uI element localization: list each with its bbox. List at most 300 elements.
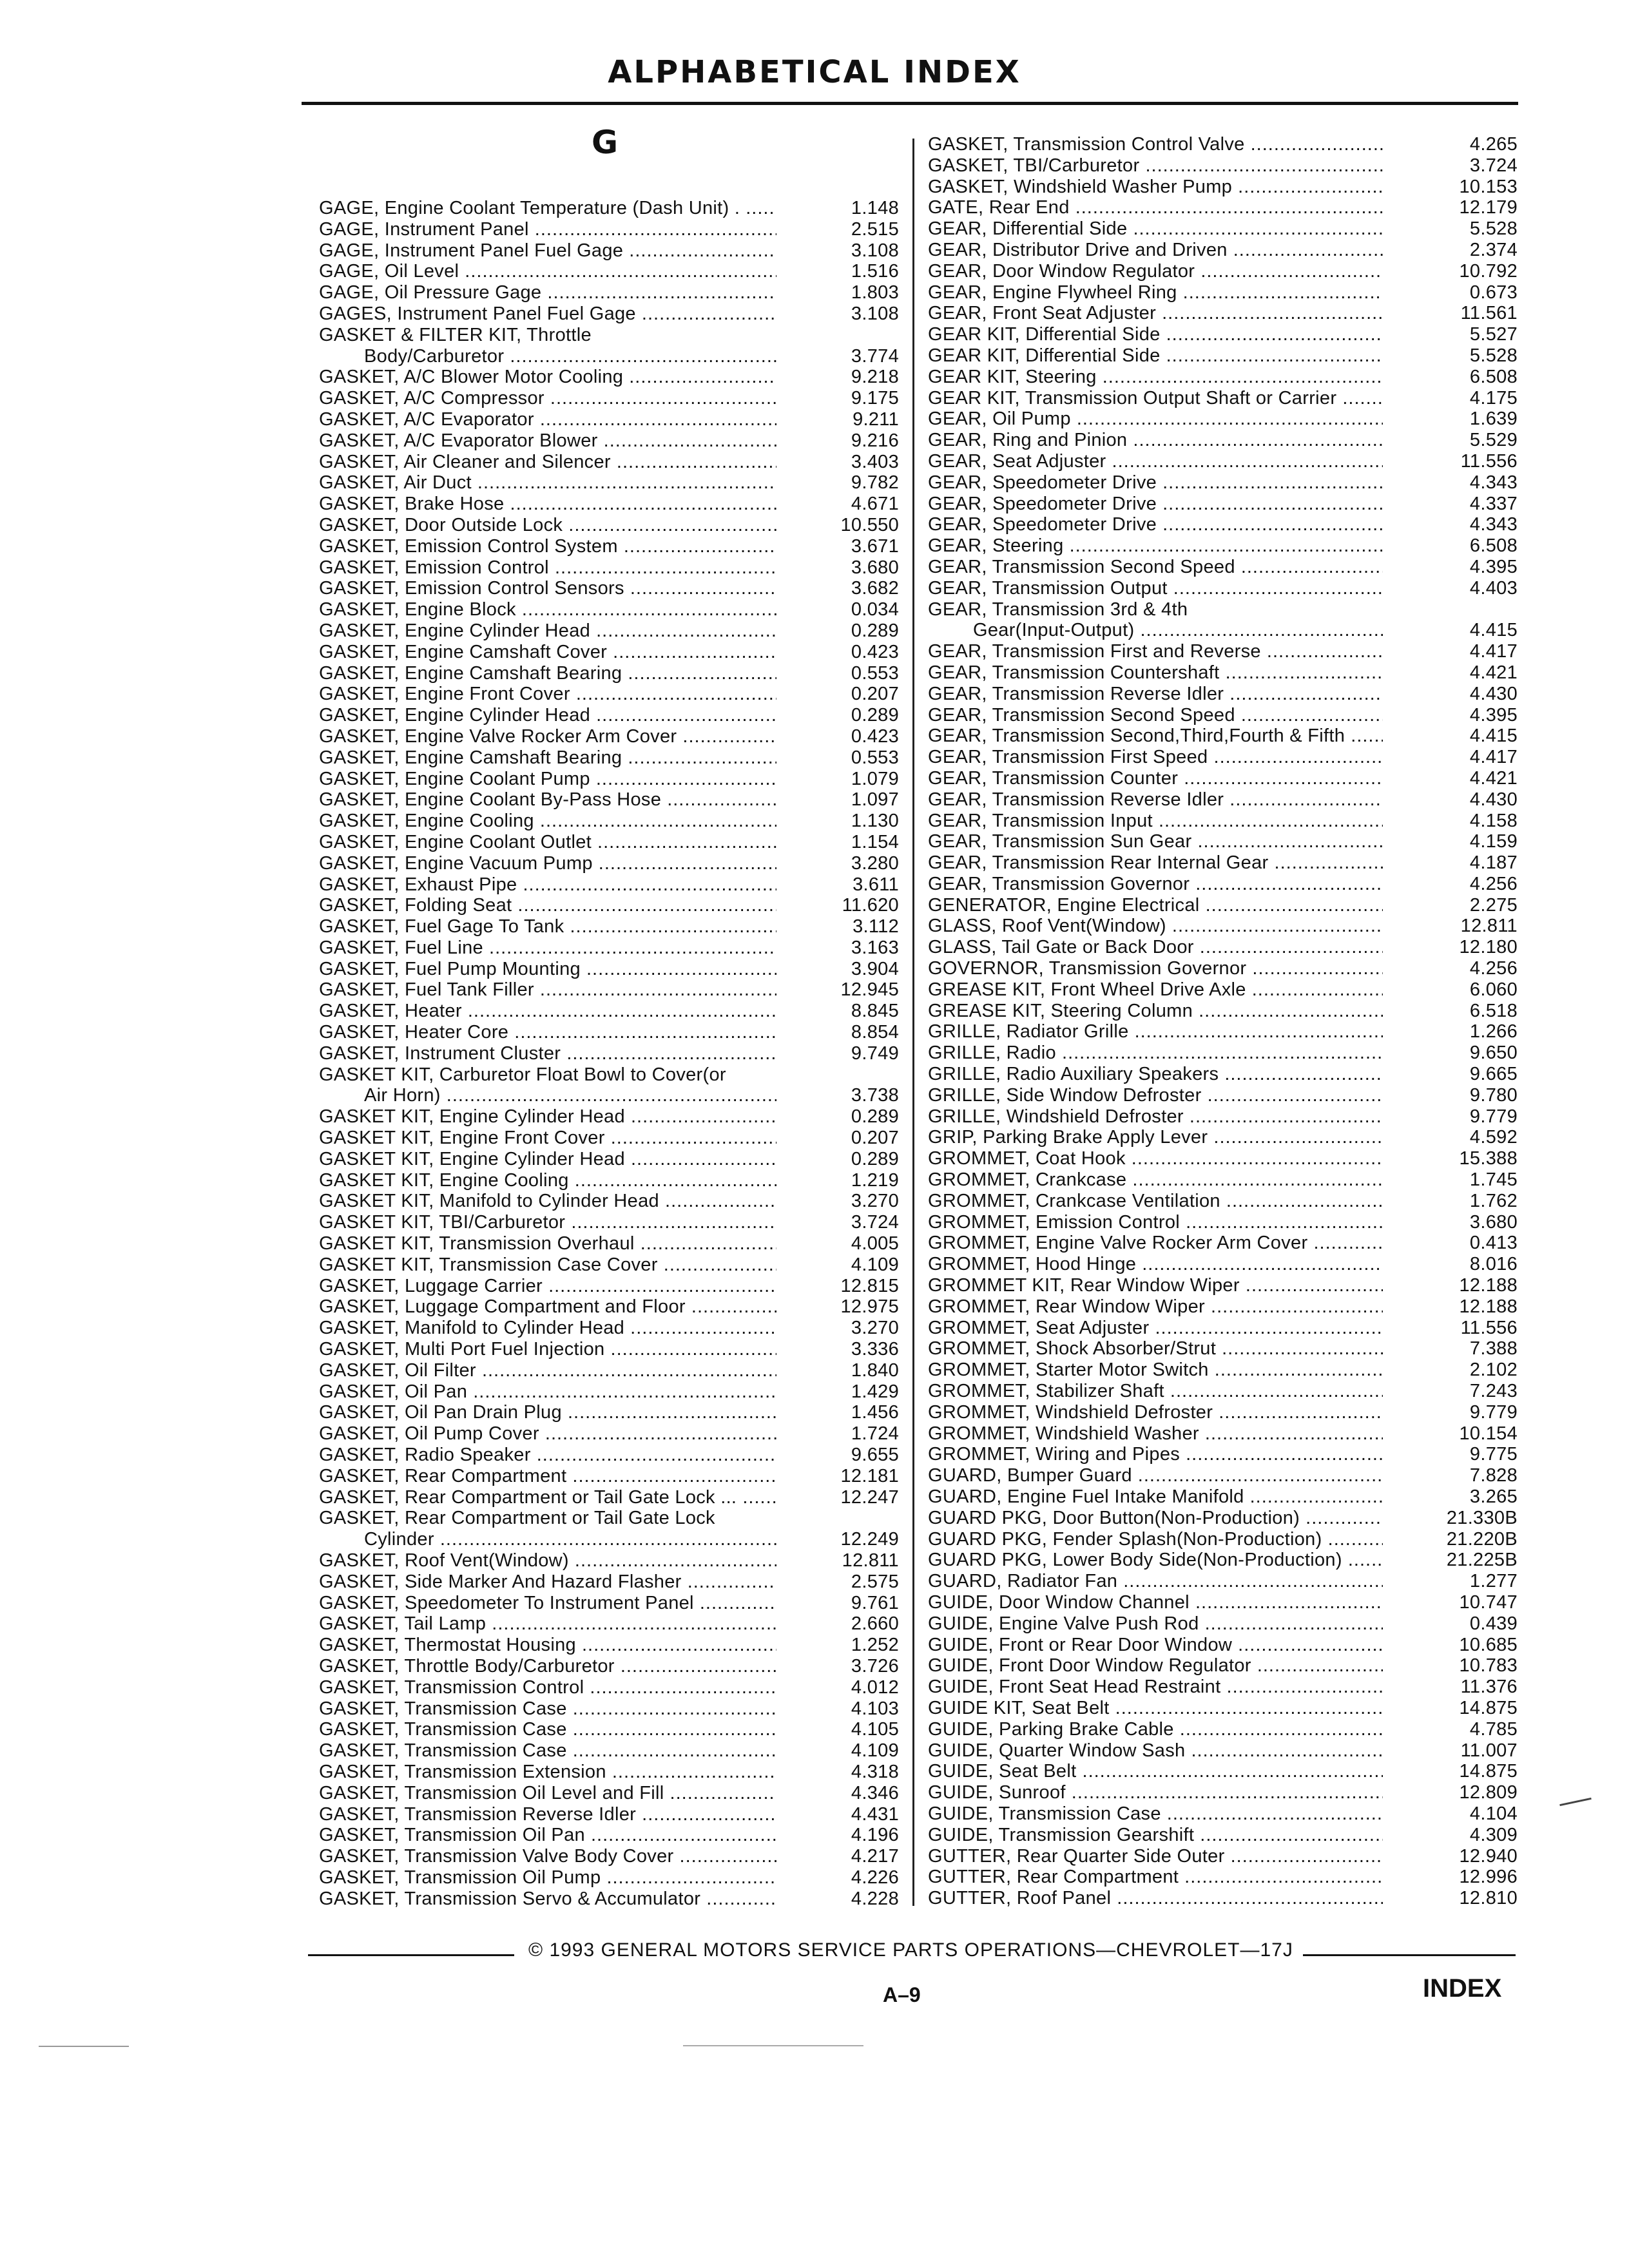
entry-description: GEAR, Oil Pump .....: [928, 408, 1383, 430]
entry-page-ref: 10.550: [840, 514, 899, 535]
index-entry: [928, 599, 1518, 642]
entry-page-ref: 3.108: [851, 240, 899, 261]
entry-page-ref: 11.561: [1460, 303, 1518, 324]
index-entry: [319, 1846, 899, 1867]
entry-description: GASKET, Emission Control Sensors .....: [319, 578, 776, 599]
index-entry: [319, 769, 899, 790]
index-entry: [928, 979, 1518, 1001]
index-entry: [928, 1318, 1518, 1339]
index-entry: [928, 1508, 1518, 1529]
entry-page-ref: 0.423: [851, 641, 899, 662]
index-entry: [319, 832, 899, 853]
entry-page-ref: 1.745: [1469, 1169, 1518, 1191]
entry-description: GROMMET, Starter Motor Switch .....: [928, 1360, 1383, 1381]
entry-page-ref: 8.016: [1469, 1254, 1518, 1275]
entry-description: GLASS, Roof Vent(Window) .....: [928, 916, 1383, 937]
entry-description: GASKET, Transmission Control Valve .....: [928, 134, 1383, 155]
entry-page-ref: 1.097: [851, 789, 899, 811]
index-entry: [319, 557, 899, 579]
index-entry: [319, 895, 899, 916]
index-entry: [928, 1402, 1518, 1423]
entry-description: GUARD, Engine Fuel Intake Manifold .....: [928, 1486, 1383, 1508]
entry-page-ref: 1.803: [851, 282, 899, 303]
entry-page-ref: 4.671: [851, 494, 899, 515]
entry-page-ref: 3.774: [851, 345, 899, 367]
entry-page-ref: 12.815: [840, 1275, 899, 1296]
entry-page-ref: 12.188: [1459, 1275, 1518, 1296]
index-entry: [928, 218, 1518, 240]
entry-page-ref: 6.508: [1469, 535, 1518, 557]
entry-description: GUIDE, Transmission Case .....: [928, 1803, 1383, 1825]
index-entry: [319, 663, 899, 684]
index-entry: [928, 768, 1518, 789]
entry-description: GUIDE, Parking Brake Cable .....: [928, 1719, 1383, 1740]
entry-continuation: [319, 1085, 899, 1106]
index-entry: [928, 662, 1518, 684]
entry-page-ref: 12.810: [1459, 1888, 1518, 1909]
entry-page-ref: 4.109: [851, 1740, 899, 1762]
index-entry: [928, 303, 1518, 324]
entry-description: GASKET, Engine Camshaft Cover .....: [319, 642, 776, 663]
entry-page-ref: 4.343: [1469, 472, 1518, 493]
entry-page-ref: 0.207: [851, 1128, 899, 1149]
entry-description: GROMMET, Engine Valve Rocker Arm Cover .....: [928, 1233, 1383, 1254]
entry-description: GAGE, Instrument Panel .....: [319, 219, 776, 240]
entry-page-ref: 3.336: [851, 1339, 899, 1360]
index-entry: [928, 1782, 1518, 1803]
entry-page-ref: 4.265: [1469, 134, 1518, 155]
column-divider: [912, 139, 914, 1906]
entry-description: GEAR, Transmission Rear Internal Gear .....: [928, 852, 1383, 874]
entry-page-ref: 3.724: [851, 1212, 899, 1233]
entry-page-ref: 0.034: [851, 599, 899, 620]
index-entry: [319, 261, 899, 282]
entry-description: GASKET, Rear Compartment or Tail Gate Lock: [319, 1508, 715, 1529]
entry-page-ref: 4.256: [1469, 958, 1518, 979]
entry-description: GASKET, Exhaust Pipe .....: [319, 874, 776, 896]
index-entry: [319, 1677, 899, 1698]
entry-page-ref: 1.639: [1469, 408, 1518, 430]
index-entry: [319, 853, 899, 874]
entry-description: GEAR, Seat Adjuster .....: [928, 451, 1383, 472]
entry-page-ref: 3.680: [1469, 1211, 1518, 1233]
entry-description: GRILLE, Windshield Defroster .....: [928, 1106, 1383, 1128]
index-entry: [928, 1444, 1518, 1465]
index-entry: [319, 1381, 899, 1403]
entry-continuation-text: Cylinder .....: [364, 1529, 776, 1550]
entry-description: GEAR, Transmission First Speed .....: [928, 747, 1383, 768]
index-entry: [319, 1571, 899, 1593]
entry-page-ref: 3.270: [851, 1191, 899, 1212]
index-entry: [319, 1360, 899, 1381]
entry-description: GASKET, Side Marker And Hazard Flasher .....: [319, 1571, 776, 1593]
entry-description: GEAR KIT, Differential Side .....: [928, 345, 1383, 367]
entry-description: GREASE KIT, Front Wheel Drive Axle .....: [928, 979, 1383, 1001]
entry-description: GROMMET, Hood Hinge .....: [928, 1254, 1383, 1275]
index-entry: [928, 430, 1518, 451]
entry-description: GROMMET, Emission Control .....: [928, 1212, 1383, 1233]
entry-page-ref: 2.102: [1469, 1360, 1518, 1381]
entry-page-ref: 3.611: [853, 874, 899, 895]
entry-description: GATE, Rear End .....: [928, 197, 1383, 218]
index-entry: [319, 1867, 899, 1888]
entry-page-ref: 9.218: [851, 367, 899, 388]
index-entry: [319, 1296, 899, 1318]
entry-page-ref: 4.592: [1469, 1127, 1518, 1148]
entry-description: GASKET & FILTER KIT, Throttle: [319, 324, 592, 345]
entry-page-ref: 1.429: [851, 1381, 899, 1402]
entry-continuation-text: Body/Carburetor .....: [364, 346, 776, 367]
index-entry: [928, 1486, 1518, 1508]
index-entry: [319, 811, 899, 832]
index-entry: [928, 811, 1518, 832]
entry-page-ref: 5.528: [1469, 345, 1518, 366]
index-entry: [319, 620, 899, 642]
entry-description: GROMMET, Rear Window Wiper .....: [928, 1296, 1383, 1318]
index-entry: [319, 198, 899, 219]
entry-page-ref: 9.780: [1469, 1084, 1518, 1106]
entry-description: GAGE, Instrument Panel Fuel Gage .....: [319, 240, 776, 262]
entry-description: GASKET, Heater .....: [319, 1001, 776, 1022]
entry-description: GASKET, A/C Evaporator .....: [319, 409, 776, 430]
entry-page-ref: 4.196: [851, 1825, 899, 1846]
index-entry: [319, 1762, 899, 1783]
entry-description: GEAR, Transmission 3rd & 4th: [928, 599, 1188, 620]
entry-description: GASKET, Air Duct .....: [319, 472, 776, 494]
page-title: ALPHABETICAL INDEX: [608, 54, 1021, 90]
entry-page-ref: 2.575: [851, 1571, 899, 1592]
index-entry: [928, 852, 1518, 874]
entry-page-ref: 1.130: [851, 811, 899, 832]
entry-description: GASKET, Transmission Oil Level and Fill .....: [319, 1783, 776, 1804]
entry-page-ref: 4.109: [851, 1254, 899, 1275]
entry-page-ref: 2.660: [851, 1613, 899, 1635]
index-entry: [928, 895, 1518, 916]
index-entry: [928, 747, 1518, 768]
entry-description: GROMMET, Coat Hook .....: [928, 1148, 1383, 1169]
index-entry: [928, 240, 1518, 261]
entry-page-ref: 1.724: [851, 1423, 899, 1445]
entry-description: GASKET KIT, Transmission Case Cover .....: [319, 1254, 776, 1276]
entry-description: GASKET, Engine Valve Rocker Arm Cover .....: [319, 726, 776, 747]
index-entry: [319, 409, 899, 430]
entry-description: GASKET KIT, TBI/Carburetor .....: [319, 1212, 776, 1233]
index-entry: [928, 831, 1518, 852]
entry-page-ref: 4.431: [851, 1803, 899, 1825]
index-entry: [319, 747, 899, 769]
entry-description: GASKET, Engine Cylinder Head .....: [319, 620, 776, 642]
entry-page-ref: 11.007: [1460, 1740, 1518, 1761]
entry-description: GEAR, Transmission Reverse Idler .....: [928, 684, 1383, 705]
entry-description: GASKET, Engine Coolant By-Pass Hose .....: [319, 789, 776, 811]
entry-description: GASKET, Transmission Oil Pan .....: [319, 1825, 776, 1846]
scan-artifact: [39, 2046, 129, 2047]
entry-description: GASKET, Transmission Oil Pump .....: [319, 1867, 776, 1888]
index-entry: [319, 494, 899, 515]
right-index-column: [928, 134, 1518, 1909]
entry-description: GEAR, Transmission Output .....: [928, 578, 1383, 599]
index-entry: [928, 1761, 1518, 1782]
entry-page-ref: 1.277: [1469, 1571, 1518, 1592]
entry-page-ref: 1.762: [1469, 1190, 1518, 1211]
entry-description: GEAR, Transmission Sun Gear .....: [928, 831, 1383, 852]
entry-page-ref: 9.655: [851, 1445, 899, 1466]
index-entry: [928, 451, 1518, 472]
entry-description: GEAR, Transmission Reverse Idler .....: [928, 789, 1383, 811]
index-entry: [928, 472, 1518, 494]
entry-page-ref: 9.779: [1469, 1401, 1518, 1423]
entry-page-ref: 9.779: [1469, 1106, 1518, 1127]
index-entry: [928, 1423, 1518, 1445]
entry-description: GUIDE, Quarter Window Sash .....: [928, 1740, 1383, 1762]
index-entry: [319, 1487, 899, 1508]
entry-description: GASKET, Throttle Body/Carburetor .....: [319, 1656, 776, 1677]
entry-description: GEAR, Transmission Input .....: [928, 811, 1383, 832]
index-entry: [319, 916, 899, 937]
entry-description: GASKET, Engine Camshaft Bearing .....: [319, 747, 776, 769]
entry-page-ref: 3.724: [1469, 155, 1518, 176]
index-entry: [319, 937, 899, 959]
index-entry: [319, 1106, 899, 1128]
index-entry: [319, 325, 899, 367]
entry-page-ref: 11.376: [1460, 1677, 1518, 1698]
footer-rule-right: [1303, 1954, 1516, 1956]
index-entry: [928, 1381, 1518, 1402]
entry-description: GUARD, Bumper Guard .....: [928, 1465, 1383, 1486]
entry-page-ref: 4.421: [1469, 662, 1518, 683]
index-entry: [928, 684, 1518, 705]
entry-page-ref: 3.108: [851, 303, 899, 324]
entry-description: GRILLE, Side Window Defroster .....: [928, 1085, 1383, 1106]
entry-page-ref: 4.226: [851, 1867, 899, 1888]
entry-page-ref: 3.904: [851, 958, 899, 979]
index-entry: [928, 1825, 1518, 1846]
index-entry: [928, 1338, 1518, 1360]
entry-page-ref: 4.217: [851, 1846, 899, 1867]
index-entry: [928, 261, 1518, 282]
entry-description: GUIDE KIT, Seat Belt .....: [928, 1698, 1383, 1719]
entry-description: GEAR, Speedometer Drive .....: [928, 494, 1383, 515]
entry-page-ref: 0.289: [851, 1106, 899, 1128]
entry-page-ref: 9.775: [1469, 1444, 1518, 1465]
index-entry: [928, 1106, 1518, 1128]
index-entry: [319, 684, 899, 705]
entry-page-ref: 4.159: [1469, 831, 1518, 852]
page-number: A–9: [883, 1983, 921, 2006]
section-letter: G: [592, 124, 619, 161]
index-entry: [928, 177, 1518, 198]
entry-description: GEAR KIT, Transmission Output Shaft or Carrier .....: [928, 388, 1383, 409]
index-entry: [319, 1698, 899, 1720]
entry-description: GEAR, Distributor Drive and Driven .....: [928, 240, 1383, 261]
entry-page-ref: 4.187: [1469, 852, 1518, 874]
scan-artifact: [1559, 1798, 1592, 1806]
entry-description: GAGE, Oil Pressure Gage .....: [319, 282, 776, 303]
entry-page-ref: 1.266: [1469, 1021, 1518, 1043]
entry-description: GASKET KIT, Engine Front Cover .....: [319, 1128, 776, 1149]
entry-description: GASKET, Engine Camshaft Bearing .....: [319, 663, 776, 684]
entry-description: GROMMET, Shock Absorber/Strut .....: [928, 1338, 1383, 1360]
entry-description: GASKET, Radio Speaker .....: [319, 1445, 776, 1466]
index-entry: [319, 1508, 899, 1550]
entry-page-ref: 4.403: [1469, 577, 1518, 599]
index-entry: [319, 705, 899, 726]
entry-description: GEAR, Transmission Counter .....: [928, 768, 1383, 789]
entry-page-ref: 12.179: [1459, 197, 1518, 218]
index-entry: [928, 1148, 1518, 1169]
entry-page-ref: 4.175: [1469, 387, 1518, 408]
index-entry: [928, 1888, 1518, 1909]
entry-description: GROMMET, Windshield Washer .....: [928, 1423, 1383, 1445]
entry-description: GUIDE, Engine Valve Push Rod .....: [928, 1613, 1383, 1635]
entry-continuation-text: Air Horn) .....: [364, 1085, 776, 1106]
entry-page-ref: 9.782: [851, 472, 899, 494]
index-entry: [319, 1191, 899, 1212]
entry-page-ref: 9.211: [853, 408, 899, 430]
index-entry: [319, 1613, 899, 1635]
index-entry: [928, 1655, 1518, 1677]
entry-page-ref: 12.996: [1459, 1867, 1518, 1888]
index-entry: [928, 1127, 1518, 1148]
entry-page-ref: 1.219: [851, 1169, 899, 1191]
footer-copyright: © 1993 GENERAL MOTORS SERVICE PARTS OPERATIONS—CHEVROLET—17J: [528, 1939, 1293, 1961]
entry-page-ref: 4.417: [1469, 641, 1518, 662]
index-entry: [928, 155, 1518, 177]
entry-description: GUARD PKG, Fender Splash(Non-Production) .....: [928, 1529, 1383, 1550]
entry-page-ref: 4.105: [851, 1719, 899, 1740]
entry-page-ref: 21.225B: [1446, 1550, 1518, 1571]
entry-page-ref: 3.112: [853, 916, 899, 937]
entry-description: GENERATOR, Engine Electrical .....: [928, 895, 1383, 916]
index-entry: [319, 1550, 899, 1571]
entry-page-ref: 1.154: [851, 831, 899, 852]
entry-page-ref: 10.154: [1459, 1423, 1518, 1444]
index-entry: [928, 134, 1518, 155]
entry-description: GASKET, Fuel Gage To Tank .....: [319, 916, 776, 937]
footer-rule-left: [308, 1954, 514, 1956]
entry-page-ref: 1.079: [851, 768, 899, 789]
entry-description: GROMMET KIT, Rear Window Wiper .....: [928, 1275, 1383, 1296]
entry-description: GASKET, Oil Pan Drain Plug .....: [319, 1402, 776, 1423]
index-entry: [319, 599, 899, 620]
index-entry: [928, 1043, 1518, 1064]
entry-page-ref: 12.945: [840, 979, 899, 1001]
entry-description: GASKET, TBI/Carburetor .....: [928, 155, 1383, 177]
entry-description: GRILLE, Radiator Grille .....: [928, 1021, 1383, 1043]
index-entry: [319, 536, 899, 557]
index-entry: [928, 726, 1518, 747]
entry-description: GASKET KIT, Engine Cylinder Head .....: [319, 1149, 776, 1170]
index-entry: [928, 705, 1518, 726]
index-entry: [928, 1635, 1518, 1656]
entry-description: GEAR, Engine Flywheel Ring .....: [928, 282, 1383, 303]
entry-description: GASKET, Air Cleaner and Silencer .....: [319, 452, 776, 473]
index-entry: [928, 1571, 1518, 1592]
entry-description: GEAR, Transmission First and Reverse .....: [928, 641, 1383, 662]
entry-description: GEAR, Speedometer Drive .....: [928, 472, 1383, 494]
entry-description: GASKET, Transmission Reverse Idler .....: [319, 1804, 776, 1825]
index-entry: [319, 1593, 899, 1614]
entry-description: GASKET, Roof Vent(Window) .....: [319, 1550, 776, 1571]
index-entry: [928, 1698, 1518, 1719]
entry-description: GASKET, Emission Control System .....: [319, 536, 776, 557]
index-entry: [928, 1803, 1518, 1825]
index-entry: [928, 1275, 1518, 1296]
entry-page-ref: 3.680: [851, 557, 899, 578]
entry-description: GOVERNOR, Transmission Governor .....: [928, 958, 1383, 979]
index-entry: [319, 303, 899, 325]
entry-description: GROMMET, Windshield Defroster .....: [928, 1402, 1383, 1423]
entry-description: GEAR, Door Window Regulator .....: [928, 261, 1383, 282]
index-entry: [319, 1740, 899, 1762]
index-entry: [319, 578, 899, 599]
entry-description: GASKET, Folding Seat .....: [319, 895, 776, 916]
entry-description: GEAR, Transmission Second Speed .....: [928, 705, 1383, 726]
entry-page-ref: 0.673: [1469, 282, 1518, 303]
entry-description: GEAR, Transmission Second Speed .....: [928, 557, 1383, 578]
entry-page-ref: 3.726: [851, 1655, 899, 1677]
entry-description: GUIDE, Front or Rear Door Window .....: [928, 1635, 1383, 1656]
entry-page-ref: 0.289: [851, 1148, 899, 1169]
entry-description: GASKET, A/C Blower Motor Cooling .....: [319, 367, 776, 388]
entry-page-ref: 5.529: [1469, 430, 1518, 451]
index-entry: [928, 324, 1518, 345]
index-entry: [928, 1465, 1518, 1486]
entry-description: GASKET, Engine Coolant Pump .....: [319, 769, 776, 790]
entry-description: GASKET, Transmission Case .....: [319, 1740, 776, 1762]
index-entry: [928, 1085, 1518, 1106]
index-entry: [928, 1064, 1518, 1085]
entry-page-ref: 1.840: [851, 1360, 899, 1381]
index-entry: [928, 1296, 1518, 1318]
entry-page-ref: 12.247: [840, 1486, 899, 1508]
entry-page-ref: 1.516: [851, 261, 899, 282]
index-entry: [319, 1318, 899, 1339]
entry-description: GASKET, Engine Vacuum Pump .....: [319, 853, 776, 874]
index-entry: [928, 1169, 1518, 1191]
entry-page-ref: 9.216: [851, 430, 899, 451]
entry-continuation-text: Gear(Input-Output) .....: [973, 620, 1383, 641]
index-entry: [928, 1001, 1518, 1022]
entry-page-ref: 14.875: [1459, 1761, 1518, 1782]
entry-page-ref: 4.430: [1469, 683, 1518, 704]
index-entry: [928, 958, 1518, 979]
entry-description: GEAR KIT, Differential Side .....: [928, 324, 1383, 345]
index-entry: [319, 1719, 899, 1740]
entry-page-ref: 9.650: [1469, 1043, 1518, 1064]
entry-description: GRILLE, Radio Auxiliary Speakers .....: [928, 1064, 1383, 1085]
entry-page-ref: 7.243: [1469, 1381, 1518, 1402]
entry-page-ref: 15.388: [1459, 1148, 1518, 1169]
index-entry: [928, 1613, 1518, 1635]
entry-description: GASKET, Rear Compartment or Tail Gate Lock ... .....: [319, 1487, 776, 1508]
entry-description: GREASE KIT, Steering Column .....: [928, 1001, 1383, 1022]
entry-page-ref: 4.158: [1469, 810, 1518, 831]
entry-page-ref: 4.309: [1469, 1824, 1518, 1845]
index-entry: [319, 874, 899, 896]
index-entry: [319, 1423, 899, 1445]
index-entry: [319, 1043, 899, 1064]
index-entry: [319, 1254, 899, 1276]
entry-page-ref: 8.845: [851, 1001, 899, 1022]
entry-description: GASKET KIT, Manifold to Cylinder Head .....: [319, 1191, 776, 1212]
index-entry: [928, 367, 1518, 388]
entry-description: GASKET, Engine Cooling .....: [319, 811, 776, 832]
entry-page-ref: 4.228: [851, 1888, 899, 1909]
entry-page-ref: 1.148: [851, 198, 899, 218]
index-entry: [319, 1339, 899, 1360]
entry-page-ref: 12.811: [842, 1550, 899, 1571]
